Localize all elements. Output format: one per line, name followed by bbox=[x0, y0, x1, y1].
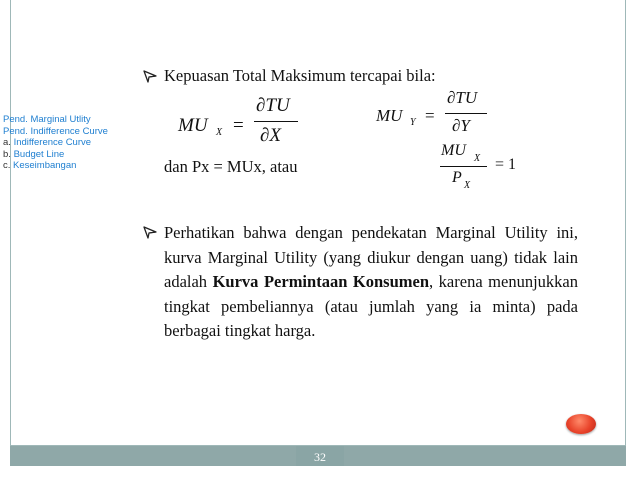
eq1-denominator: ∂X bbox=[260, 125, 281, 146]
eq3-denominator-sub: X bbox=[464, 180, 471, 191]
sidebar-nav bbox=[3, 114, 133, 172]
sidebar-item-label: Pend. Marginal Utlity bbox=[3, 114, 91, 125]
eq1-numerator: ∂TU bbox=[256, 95, 290, 116]
paragraph-perhatikan bbox=[164, 221, 578, 344]
eq3-denominator: P bbox=[452, 169, 462, 186]
sidebar-item-label: Pend. Indifference Curve bbox=[3, 125, 108, 137]
sidebar-item-label: Indifference Curve bbox=[13, 137, 92, 148]
condition-text: dan Px = MUx, atau bbox=[164, 157, 298, 176]
eq2-lhs: MU bbox=[376, 106, 403, 125]
eq2-equals: = bbox=[425, 106, 435, 125]
sidebar-item-marker: b. bbox=[3, 148, 11, 160]
paragraph-bold-term: Kurva Permintaan Konsumen bbox=[212, 272, 430, 292]
arrow-bullet-icon bbox=[143, 69, 157, 83]
paragraph-text-start: Perhatikan bahwa dengan pendekatan Marginal Utility ini, kurva Marginal Utility (yang diukur dengan uang) tidak lain adalah bbox=[164, 223, 578, 292]
page-number: 32 bbox=[296, 446, 344, 466]
sidebar-item-keseimbangan[interactable] bbox=[3, 160, 133, 172]
eq1-equals: = bbox=[233, 115, 244, 136]
paragraph-text-end: , karena menunjukkan tingkat pembeliannya (atau jumlah yang ia minta) pada berbagai tingkat harga. bbox=[164, 272, 578, 341]
eq3-numerator: MU bbox=[441, 142, 466, 159]
eq3-rhs: = 1 bbox=[495, 156, 517, 173]
arrow-bullet-icon bbox=[143, 225, 157, 239]
bullet-kepuasan: Kepuasan Total Maksimum tercapai bila: bbox=[164, 66, 436, 85]
eq1-fraction-bar bbox=[254, 121, 298, 122]
sidebar-item-label: Keseimbangan bbox=[13, 160, 77, 171]
eq2-denominator: ∂Y bbox=[452, 116, 470, 135]
sidebar-item-indifference-curve[interactable] bbox=[3, 137, 133, 149]
sidebar-item-marginal-utility[interactable] bbox=[3, 114, 133, 126]
eq3-fraction-bar bbox=[440, 166, 487, 167]
sidebar-item-marker: c. bbox=[3, 160, 11, 171]
eq1-lhs-sub: X bbox=[216, 127, 223, 138]
eq2-lhs-sub: Y bbox=[410, 117, 416, 128]
next-slide-button[interactable] bbox=[566, 414, 596, 434]
sidebar-item-indifference-curve-approach[interactable] bbox=[3, 126, 133, 138]
eq3-numerator-sub: X bbox=[474, 153, 481, 164]
sidebar-item-marker: a. bbox=[3, 137, 11, 148]
sidebar-item-label: Budget Line bbox=[13, 148, 65, 160]
eq2-fraction-bar bbox=[445, 113, 487, 114]
sidebar-item-budget-line[interactable] bbox=[3, 149, 133, 161]
eq2-numerator: ∂TU bbox=[447, 88, 478, 107]
eq1-lhs: MU bbox=[178, 115, 208, 136]
